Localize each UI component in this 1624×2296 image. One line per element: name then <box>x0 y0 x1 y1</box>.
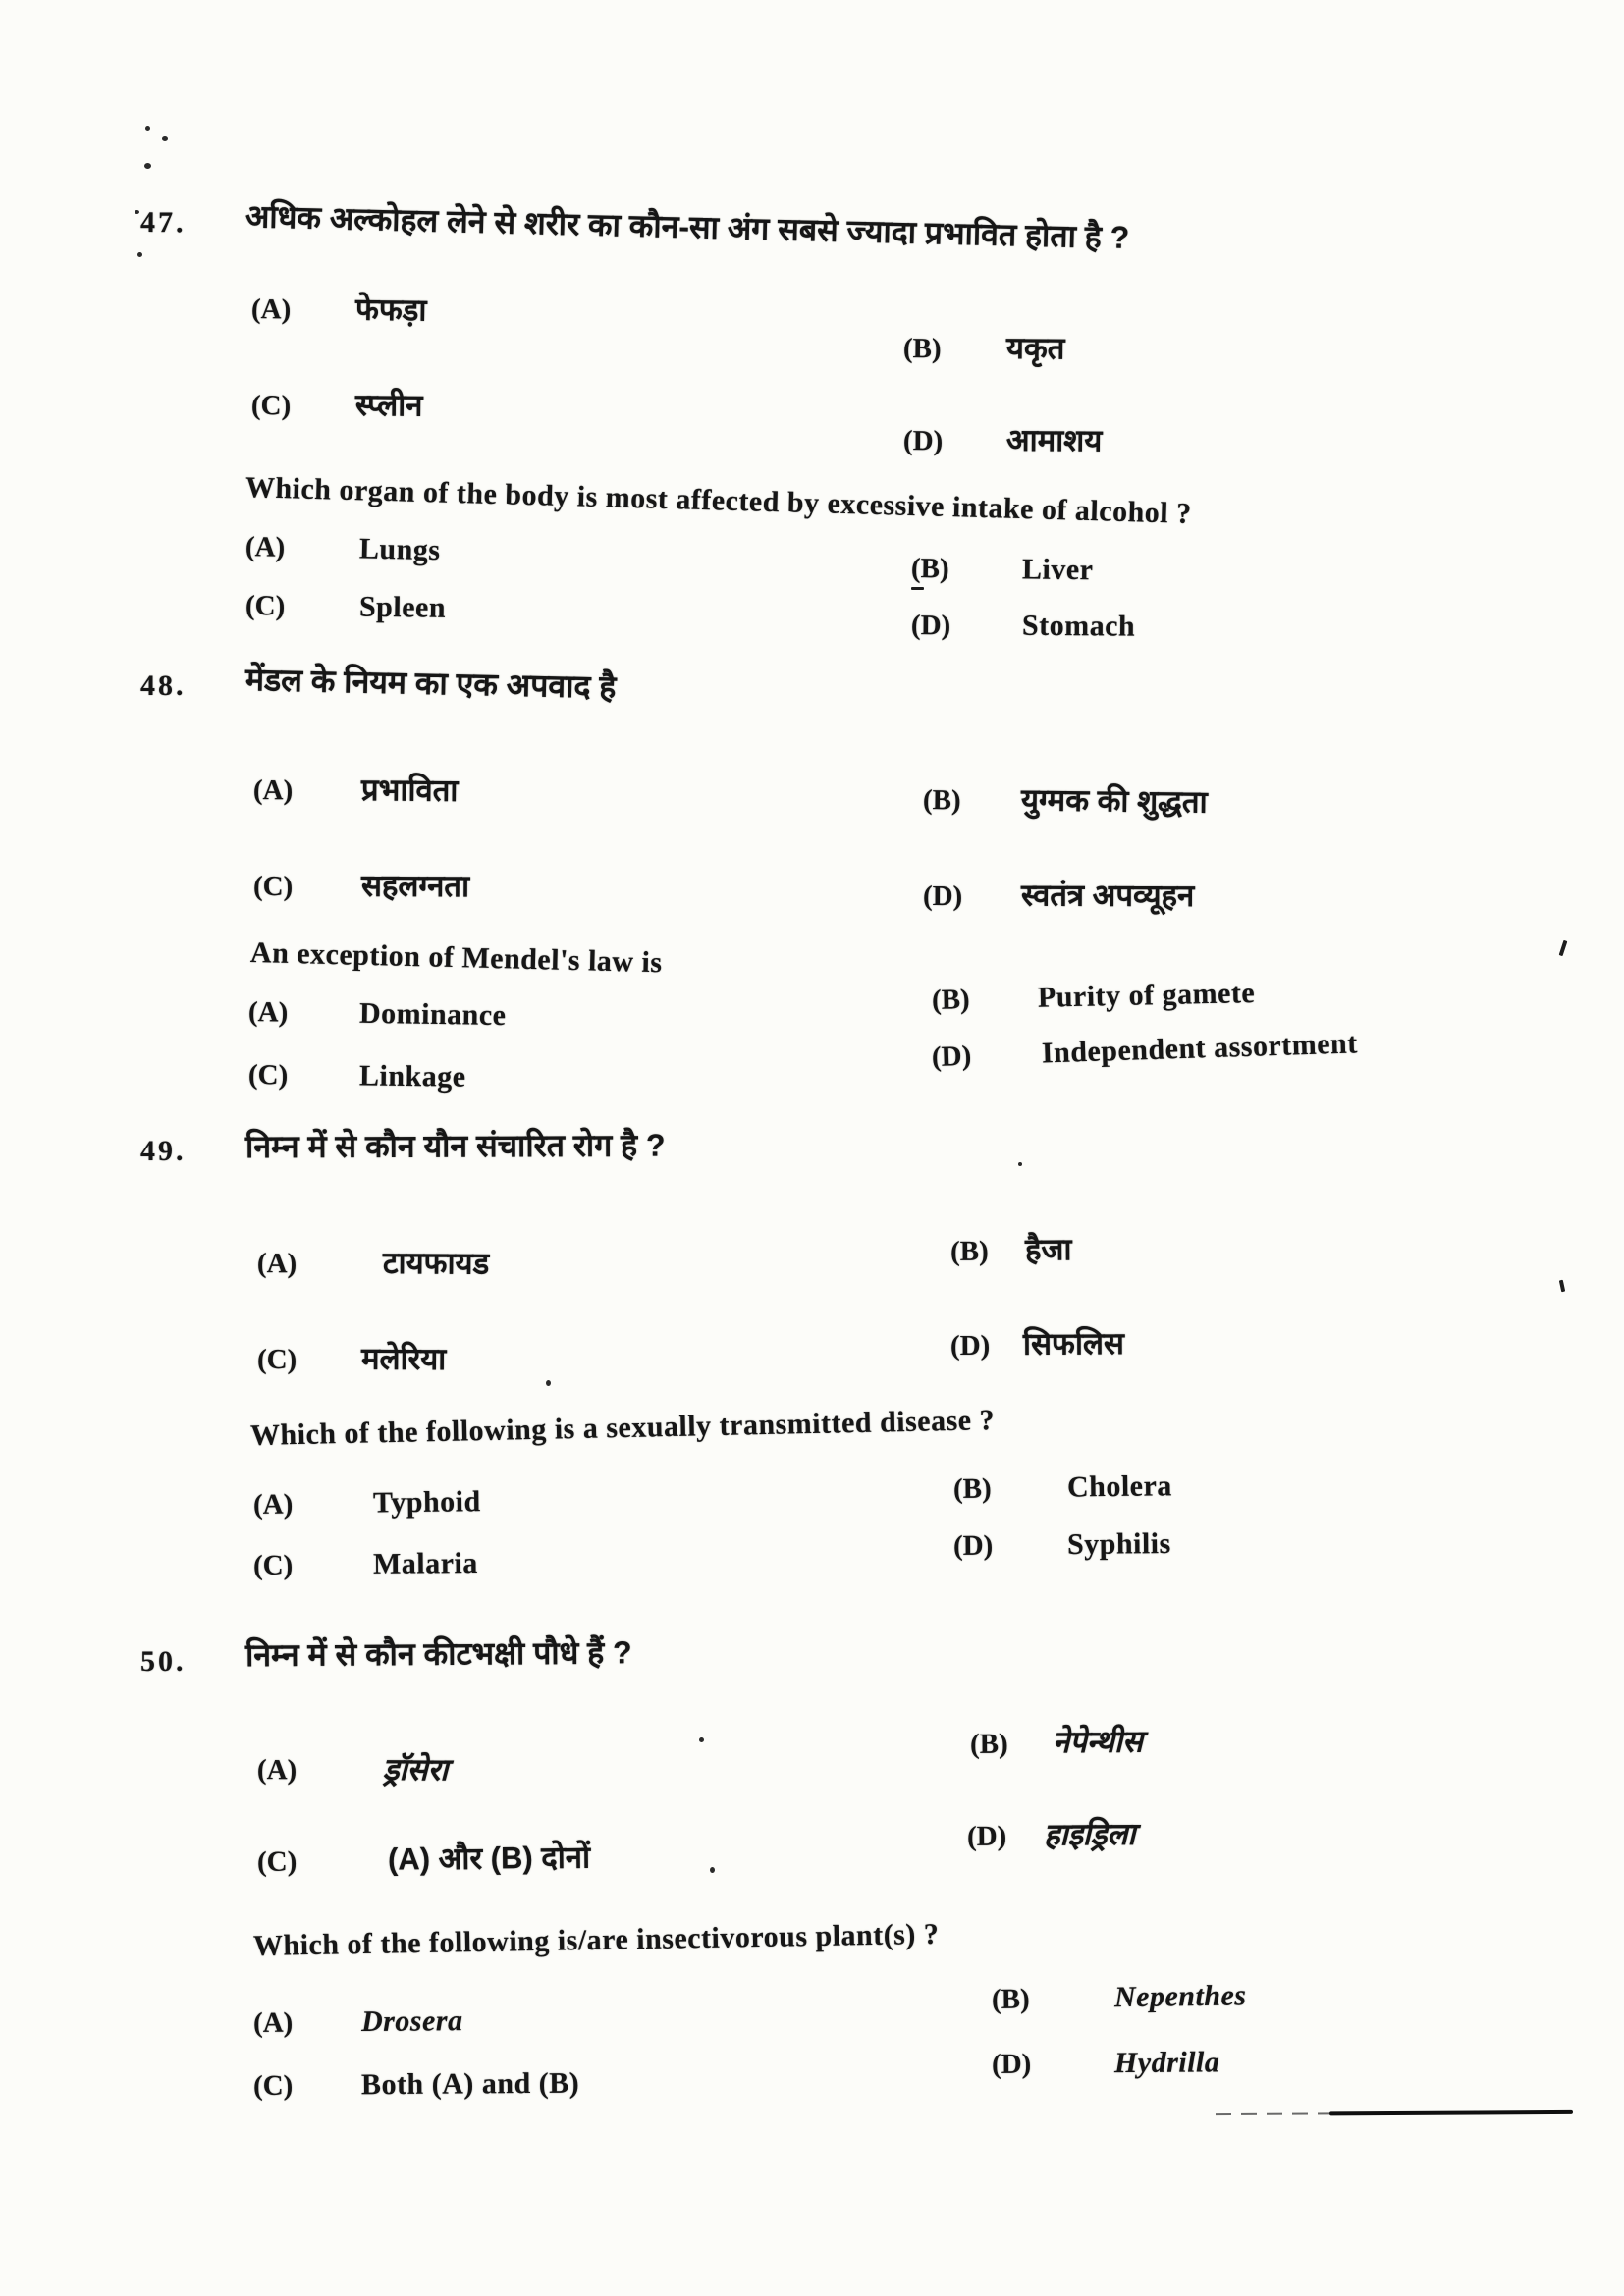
option-row <box>248 1058 466 1095</box>
option-row <box>911 609 1135 644</box>
option-label: (B) <box>949 1235 989 1267</box>
option-text: Spleen <box>358 590 447 624</box>
option-text: यकृत <box>1005 330 1065 366</box>
question-text-hindi: अधिक अल्कोहल लेने से शरीर का कौन-सा अंग सबसे ज्यादा प्रभावित होता है ? <box>244 198 1130 255</box>
option-label: (A) <box>256 1248 298 1280</box>
option-row <box>932 977 1256 1017</box>
option-label: (A) <box>247 996 289 1029</box>
option-label: (D) <box>931 1040 972 1073</box>
option-text: युग्मक की शुद्धता <box>1020 782 1208 820</box>
option-row <box>253 768 459 811</box>
option-row <box>950 1228 1072 1270</box>
option-label: (C) <box>252 2069 294 2102</box>
option-text: Both (A) and (B) <box>360 2066 580 2102</box>
option-row <box>970 1720 1143 1763</box>
option-label: (D) <box>902 425 944 457</box>
question-text-hindi: निम्न में से कौन यौन संचारित रोग है ? <box>244 1127 666 1164</box>
option-text: Stomach <box>1021 609 1136 643</box>
option-label: (B) <box>902 333 942 365</box>
question-text-english: Which of the following is/are insectivorous plant(s) ? <box>252 1917 940 1962</box>
option-text: Linkage <box>358 1059 466 1094</box>
option-label: (D) <box>966 1820 1007 1852</box>
ink-speck <box>546 1380 551 1386</box>
option-text: Liver <box>1021 553 1094 587</box>
option-label: (C) <box>250 390 292 422</box>
option-label: (B) <box>952 1472 992 1505</box>
option-text: फेफड़ा <box>354 292 427 328</box>
question-number: 48. <box>140 669 187 702</box>
option-row <box>257 1747 449 1789</box>
option-row <box>953 1469 1172 1506</box>
option-row <box>950 1322 1124 1364</box>
option-text: टायफायड <box>382 1245 490 1281</box>
option-text: Nepenthes <box>1113 1979 1247 2014</box>
question-text-english: Which organ of the body is most affected by excessive intake of alcohol ? <box>244 471 1193 530</box>
option-label: (C) <box>256 1845 298 1878</box>
option-row <box>257 1836 590 1881</box>
ink-speck <box>135 210 139 214</box>
option-label: (D) <box>949 1329 991 1362</box>
option-text: हैजा <box>1024 1232 1072 1267</box>
option-label: (C) <box>252 1549 294 1581</box>
ink-tick <box>1559 940 1568 956</box>
option-text: सहलग्नता <box>360 868 470 904</box>
option-label: (A) <box>244 531 286 563</box>
option-label: (C) <box>244 590 286 622</box>
option-row <box>251 383 423 426</box>
option-row <box>903 326 1065 368</box>
question-text-hindi: मेंडल के नियम का एक अपवाद है <box>244 662 617 705</box>
option-row <box>992 1979 1247 2016</box>
question-number: 50. <box>140 1645 187 1678</box>
option-text: स्प्लीन <box>354 387 423 423</box>
ink-speck <box>144 163 151 169</box>
ink-speck <box>162 136 168 141</box>
ink-speck <box>145 126 150 131</box>
option-text: आमाशय <box>1005 422 1103 458</box>
option-row <box>923 874 1194 916</box>
option-text: Dominance <box>358 996 507 1033</box>
option-label: (A) <box>256 1754 298 1787</box>
question-text-english: Which of the following is a sexually transmitted disease ? <box>249 1404 996 1452</box>
option-row <box>245 589 446 625</box>
ink-tick <box>1559 1280 1565 1293</box>
option-row <box>253 864 469 906</box>
option-row <box>253 2067 579 2103</box>
scan-edge-line-faded <box>1216 2112 1333 2115</box>
option-label: (B) <box>922 784 961 817</box>
ink-speck <box>710 1867 715 1873</box>
option-row <box>931 1027 1358 1074</box>
option-label: (C) <box>256 1344 298 1376</box>
option-text: Purity of gamete <box>1037 977 1256 1014</box>
scan-edge-line <box>1216 2109 1573 2117</box>
option-text: Cholera <box>1066 1469 1173 1504</box>
question-number: 49. <box>140 1135 187 1167</box>
ink-speck <box>137 252 142 257</box>
option-text: Drosera <box>360 2004 463 2039</box>
ink-dash <box>911 587 924 590</box>
option-text: मलेरिया <box>360 1341 447 1377</box>
option-row <box>251 287 427 330</box>
option-row <box>911 552 1094 587</box>
option-text: स्वतंत्र अपव्यूहन <box>1020 878 1195 913</box>
option-row <box>253 1547 478 1582</box>
option-text: Hydrilla <box>1113 2046 1220 2080</box>
option-text: ड्रॉसेरा <box>382 1751 449 1788</box>
option-label: (A) <box>252 2006 294 2039</box>
question-text-hindi: निम्न में से कौन कीटभक्षी पौधे हैं ? <box>244 1634 632 1673</box>
scan-edge-line-solid <box>1329 2110 1573 2116</box>
option-row <box>245 530 441 567</box>
option-label: (D) <box>922 881 963 913</box>
option-label: (D) <box>991 2048 1032 2080</box>
option-row <box>253 1485 481 1522</box>
option-row <box>923 777 1208 823</box>
option-row <box>248 995 507 1033</box>
option-text: सिफलिस <box>1022 1326 1124 1362</box>
option-label: (A) <box>250 294 292 326</box>
option-label: (A) <box>252 774 294 807</box>
option-row <box>992 2046 1220 2081</box>
option-label: (B) <box>931 984 970 1016</box>
option-label: (C) <box>252 871 294 903</box>
ink-speck <box>699 1737 704 1742</box>
option-text: Independent assortment <box>1041 1027 1359 1070</box>
question-number: 47. <box>139 206 187 240</box>
option-row <box>967 1813 1136 1855</box>
option-label: (D) <box>952 1529 994 1562</box>
option-text: Typhoid <box>372 1485 481 1520</box>
option-label: (C) <box>247 1059 289 1092</box>
ink-speck <box>1018 1162 1022 1166</box>
option-text: हाइड्रिला <box>1043 1816 1136 1852</box>
option-text: Lungs <box>358 532 441 567</box>
option-row <box>903 418 1103 460</box>
option-label: (D) <box>910 610 951 642</box>
option-row <box>253 2004 463 2040</box>
option-text: प्रभाविता <box>360 772 459 808</box>
option-text: नेपेन्थीस <box>1052 1724 1144 1760</box>
option-text: Malaria <box>372 1547 478 1580</box>
option-label: (A) <box>252 1488 294 1521</box>
option-label: (B) <box>969 1728 1008 1760</box>
question-text-english: An exception of Mendel's law is <box>249 936 663 980</box>
option-text: Syphilis <box>1066 1527 1171 1561</box>
option-row <box>953 1527 1171 1563</box>
option-label: (B) <box>991 1983 1030 2015</box>
option-row <box>257 1241 489 1284</box>
option-row <box>257 1337 446 1379</box>
option-text: (A) और (B) दोनों <box>387 1840 591 1877</box>
option-label: (B) <box>910 553 949 585</box>
